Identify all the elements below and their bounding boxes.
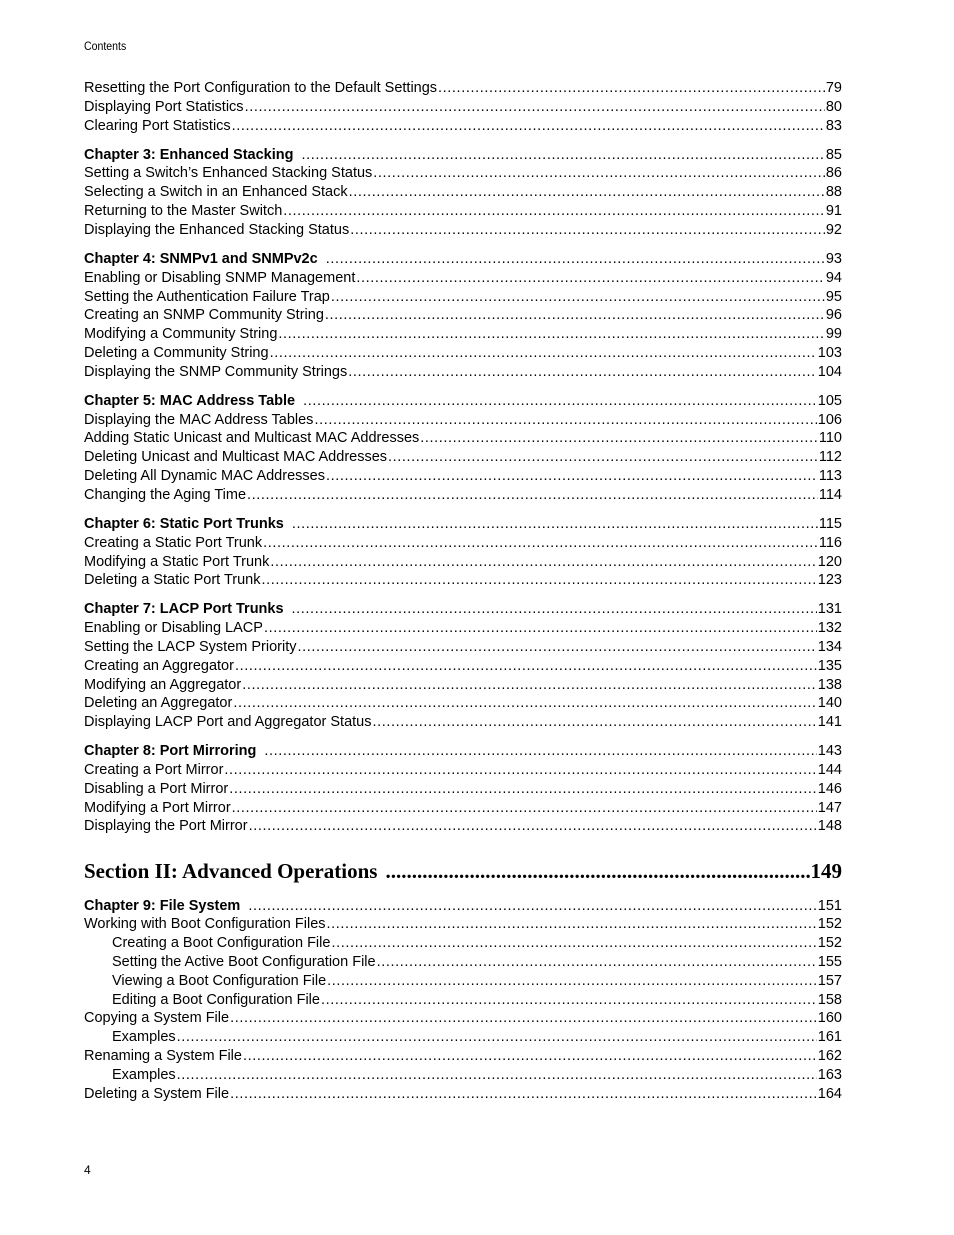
toc-chapter-entry[interactable] [84,392,842,411]
toc-entry-page: 155 [817,953,842,970]
toc-entry[interactable] [84,1066,842,1085]
toc-entry-page: 92 [825,221,842,238]
toc-entry-title: Creating a Port Mirror [84,762,224,779]
toc-entry[interactable] [84,363,842,382]
toc-entry[interactable] [84,553,842,572]
toc-entry-title: Deleting a System File [84,1085,230,1102]
dot-leader [292,515,818,534]
dot-leader [326,250,825,269]
toc-entry-title: Chapter 9: File System [84,897,241,914]
toc-entry-page: 158 [817,991,842,1008]
toc-entry-page: 135 [817,657,842,674]
dot-leader [331,934,816,953]
toc-entry-title: Creating a Boot Configuration File [112,935,331,952]
dot-leader [177,1066,817,1085]
toc-entry-page: 79 [825,80,842,96]
toc-entry-title: Modifying an Aggregator [84,676,242,693]
toc-entry[interactable] [84,79,842,98]
toc-entry[interactable] [84,183,842,202]
dot-leader [229,780,817,799]
dot-leader [373,164,825,183]
toc-entry-page: 152 [817,916,842,933]
dot-leader [385,856,809,886]
toc-entry-page: 113 [818,468,842,485]
toc-entry-title: Deleting All Dynamic MAC Addresses [84,468,325,485]
toc-entry[interactable] [84,780,842,799]
toc-chapter-entry[interactable] [84,146,842,165]
toc-entry-title: Deleting a Community String [84,344,269,361]
dot-leader [321,991,817,1010]
toc-entry-page: 144 [817,762,842,779]
toc-entry-title: Deleting an Aggregator [84,695,233,712]
toc-entry[interactable] [84,486,842,505]
toc-entry-title: Examples [112,1029,176,1046]
toc-entry-page: 132 [817,620,842,637]
dot-leader [177,1028,817,1047]
toc-entry-page: 123 [817,572,842,589]
toc-entry-page: 147 [817,799,842,816]
toc-entry-page: 134 [817,639,842,655]
toc-entry-page: 138 [817,676,842,693]
toc-entry-page: 141 [817,714,842,731]
toc-entry-title: Working with Boot Configuration Files [84,916,326,933]
toc-entry-page: 103 [817,344,842,361]
toc-entry-title: Resetting the Port Configuration to the Default Settings [84,80,438,96]
toc-entry-page: 162 [817,1047,842,1064]
dot-leader [283,202,825,221]
toc-entry[interactable] [84,991,842,1010]
toc-entry-page: 86 [825,165,842,182]
toc-chapter-entry[interactable] [84,742,842,761]
toc-entry-page: 112 [818,449,842,466]
dot-leader [377,953,817,972]
toc-entry[interactable] [84,117,842,136]
toc-entry-title: Enabling or Disabling SNMP Management [84,269,356,286]
dot-leader [420,429,818,448]
toc-entry-page: 95 [825,288,842,305]
toc-entry-page: 163 [817,1066,842,1083]
toc-entry-page: 164 [817,1085,842,1102]
dot-leader [278,325,824,344]
toc-entry-title: Copying a System File [84,1010,230,1027]
dot-leader [348,363,817,382]
toc-entry[interactable] [84,467,842,486]
toc-entry-page: 91 [825,203,842,220]
toc-entry-page: 131 [817,601,842,618]
toc-entry-title: Deleting a Static Port Trunk [84,572,261,589]
table-of-contents [84,79,842,1103]
toc-entry-page: 149 [810,859,842,884]
toc-entry-page: 80 [825,98,842,115]
dot-leader [232,117,825,136]
toc-entry-title: Examples [112,1066,176,1083]
toc-entry-page: 143 [817,743,842,760]
toc-entry-title: Modifying a Port Mirror [84,799,231,816]
toc-entry-page: 106 [817,411,842,428]
toc-entry-title: Displaying the MAC Address Tables [84,411,314,428]
toc-entry-title: Creating an SNMP Community String [84,307,324,324]
toc-entry-page: 146 [817,780,842,797]
toc-entry-title: Displaying Port Statistics [84,98,244,115]
dot-leader [230,1085,817,1104]
dot-leader [325,306,825,325]
dot-leader [331,288,825,307]
toc-entry[interactable] [84,761,842,780]
toc-entry-page: 83 [825,117,842,134]
toc-entry[interactable] [84,1047,842,1066]
toc-entry[interactable] [84,619,842,638]
toc-entry-title: Modifying a Static Port Trunk [84,553,270,570]
toc-entry-page: 96 [825,307,842,324]
toc-entry-page: 105 [817,392,842,409]
toc-entry-page: 148 [817,818,842,835]
toc-entry-page: 94 [825,269,842,286]
toc-entry-page: 104 [817,363,842,380]
dot-leader [243,1047,817,1066]
dot-leader [303,392,817,411]
toc-entry[interactable] [84,799,842,818]
dot-leader [247,486,818,505]
toc-entry[interactable] [84,269,842,288]
dot-leader [248,897,816,916]
toc-entry-page: 110 [818,430,842,447]
dot-leader [350,221,825,240]
toc-entry[interactable] [84,953,842,972]
toc-chapter-entry[interactable] [84,250,842,269]
toc-entry-title: Setting the Authentication Failure Trap [84,288,330,305]
dot-leader [349,183,825,202]
dot-leader [264,742,816,761]
toc-entry-title: Changing the Aging Time [84,486,247,503]
toc-entry-title: Section II: Advanced Operations [84,859,378,884]
toc-entry[interactable] [84,411,842,430]
toc-entry[interactable] [84,1085,842,1104]
toc-entry[interactable] [84,817,842,836]
dot-leader [438,79,825,98]
toc-entry[interactable] [84,676,842,695]
toc-entry-page: 157 [817,972,842,989]
dot-leader [326,467,818,486]
toc-section-entry[interactable] [84,856,842,886]
toc-entry-page: 85 [825,146,842,163]
toc-chapter-entry[interactable] [84,600,842,619]
toc-entry[interactable] [84,202,842,221]
dot-leader [242,676,817,695]
toc-entry-title: Viewing a Boot Configuration File [112,972,327,989]
toc-entry[interactable] [84,534,842,553]
toc-entry[interactable] [84,98,842,117]
toc-entry-page: 93 [825,250,842,267]
dot-leader [270,553,816,572]
toc-entry[interactable] [84,429,842,448]
toc-entry[interactable] [84,713,842,732]
dot-leader [356,269,825,288]
toc-entry-title: Setting the Active Boot Configuration File [112,953,376,970]
dot-leader [264,619,817,638]
toc-entry[interactable] [84,972,842,991]
toc-entry-page: 161 [817,1029,842,1046]
dot-leader [388,448,818,467]
toc-entry-title: Displaying the SNMP Community Strings [84,363,348,380]
toc-entry-title: Disabling a Port Mirror [84,780,229,797]
toc-chapter-entry[interactable] [84,515,842,534]
toc-entry-page: 152 [817,935,842,952]
dot-leader [230,1009,817,1028]
toc-entry-page: 116 [818,534,842,551]
toc-entry-title: Clearing Port Statistics [84,117,231,134]
dot-leader [302,146,825,165]
dot-leader [292,600,817,619]
toc-entry-title: Chapter 7: LACP Port Trunks [84,601,284,618]
toc-entry-title: Editing a Boot Configuration File [112,991,320,1008]
toc-entry[interactable] [84,934,842,953]
toc-entry-title: Modifying a Community String [84,326,278,343]
toc-entry[interactable] [84,164,842,183]
toc-entry-title: Adding Static Unicast and Multicast MAC Addresses [84,430,420,447]
dot-leader [327,972,817,991]
toc-entry[interactable] [84,306,842,325]
toc-entry-page: 140 [817,695,842,712]
dot-leader [298,638,817,657]
toc-entry[interactable] [84,638,842,657]
toc-entry-title: Creating an Aggregator [84,657,234,674]
toc-entry[interactable] [84,325,842,344]
toc-entry[interactable] [84,344,842,363]
toc-entry-title: Displaying the Port Mirror [84,818,248,835]
toc-entry-title: Displaying the Enhanced Stacking Status [84,221,350,238]
toc-entry-title: Enabling or Disabling LACP [84,620,263,637]
dot-leader [245,98,825,117]
toc-entry[interactable] [84,448,842,467]
toc-entry-title: Setting the LACP System Priority [84,639,297,655]
toc-entry-title: Chapter 8: Port Mirroring [84,743,257,760]
toc-entry-page: 120 [817,553,842,570]
page-header: Contents [84,39,127,53]
toc-entry-title: Deleting Unicast and Multicast MAC Addresses [84,449,388,466]
toc-entry-title: Returning to the Master Switch [84,203,283,220]
toc-entry-page: 151 [817,897,842,914]
dot-leader [270,344,817,363]
dot-leader [249,817,817,836]
page-number: 4 [84,1163,91,1177]
dot-leader [262,571,817,590]
dot-leader [327,915,817,934]
toc-entry-page: 88 [825,184,842,201]
toc-entry[interactable] [84,694,842,713]
toc-entry[interactable] [84,571,842,590]
dot-leader [314,411,816,430]
dot-leader [224,761,816,780]
toc-entry[interactable] [84,915,842,934]
dot-leader [263,534,818,553]
toc-entry-title: Chapter 5: MAC Address Table [84,392,296,409]
toc-entry[interactable] [84,221,842,240]
toc-entry-page: 160 [817,1010,842,1027]
toc-entry-page: 99 [825,326,842,343]
dot-leader [373,713,817,732]
toc-entry-title: Chapter 4: SNMPv1 and SNMPv2c [84,250,318,267]
toc-entry[interactable] [84,657,842,676]
dot-leader [232,799,817,818]
toc-entry-title: Setting a Switch’s Enhanced Stacking Status [84,165,373,182]
dot-leader [233,694,816,713]
toc-entry-title: Displaying LACP Port and Aggregator Status [84,714,372,731]
toc-entry-title: Selecting a Switch in an Enhanced Stack [84,184,348,201]
toc-entry-title: Creating a Static Port Trunk [84,534,263,551]
toc-entry-page: 114 [818,486,842,503]
toc-entry-title: Chapter 3: Enhanced Stacking [84,146,294,163]
toc-entry-title: Renaming a System File [84,1047,242,1064]
toc-entry[interactable] [84,1028,842,1047]
toc-entry[interactable] [84,288,842,307]
toc-entry[interactable] [84,1009,842,1028]
dot-leader [235,657,817,676]
toc-chapter-entry[interactable] [84,897,842,916]
toc-entry-title: Chapter 6: Static Port Trunks [84,515,284,532]
toc-entry-page: 115 [818,515,842,532]
